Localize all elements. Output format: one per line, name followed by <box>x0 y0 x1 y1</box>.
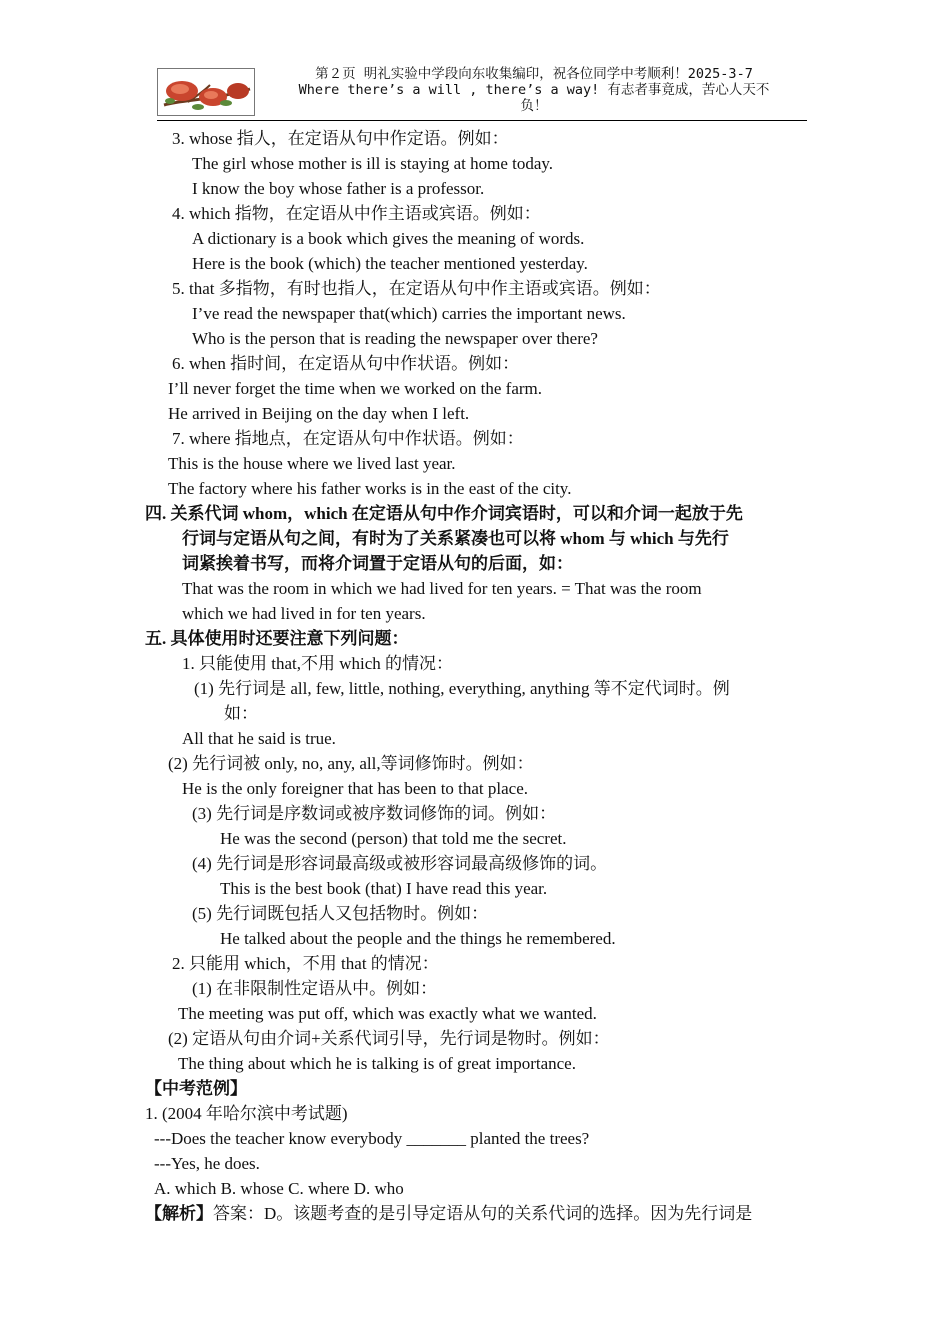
example-line: He arrived in Beijing on the day when I left. <box>168 404 470 423</box>
analysis-text: 答案：D。该题考查的是引导定语从句的关系代词的选择。因为先行词是 <box>213 1204 753 1223</box>
question-text: ---Does the teacher know everybody _______ planted the trees? <box>154 1129 590 1148</box>
item-where-heading: 7. where 指地点，在定语从句中作状语。例如： <box>172 429 524 448</box>
question-number: 1. (2004 年哈尔滨中考试题) <box>145 1104 348 1123</box>
item-whose-heading: 3. whose 指人，在定语从句中作定语。例如： <box>172 129 509 148</box>
example-line: He talked about the people and the things he remembered. <box>220 929 616 948</box>
example-line: Here is the book (which) the teacher mentioned yesterday. <box>192 254 588 273</box>
header-line-3: 负！ <box>520 98 548 114</box>
example-line: I’ve read the newspaper that(which) carries the important news. <box>192 304 626 323</box>
example-line: The thing about which he is talking is of great importance. <box>178 1054 576 1073</box>
exam-examples-heading: 【中考范例】 <box>145 1079 247 1098</box>
example-line: This is the house where we lived last year. <box>168 454 456 473</box>
item-that-heading: 5. that 多指物，有时也指人，在定语从句中作主语或宾语。例如： <box>172 279 661 298</box>
example-line: The factory where his father works is in the east of the city. <box>168 479 572 498</box>
flower-logo-icon <box>157 68 255 116</box>
subsection-heading: 1. 只能使用 that,不用 which 的情况： <box>182 654 454 673</box>
rule-line: (2) 先行词被 only, no, any, all,等词修饰时。例如： <box>168 754 534 773</box>
question-options: A. which B. whose C. where D. who <box>154 1179 404 1198</box>
example-line: Who is the person that is reading the newspaper over there? <box>192 329 598 348</box>
rule-line: (1) 在非限制性定语从中。例如： <box>192 979 438 998</box>
example-line: That was the room in which we had lived for ten years. = That was the room <box>182 579 702 598</box>
rule-line: (5) 先行词既包括人又包括物时。例如： <box>192 904 489 923</box>
example-line: This is the best book (that) I have read this year. <box>220 879 548 898</box>
analysis-line <box>145 1201 752 1226</box>
rule-line: (1) 先行词是 all, few, little, nothing, everything, anything 等不定代词时。例 <box>194 679 730 698</box>
item-which-heading: 4. which 指物，在定语从中作主语或宾语。例如： <box>172 204 541 223</box>
subsection-heading: 2. 只能用 which，不用 that 的情况： <box>172 954 439 973</box>
rule-line: (4) 先行词是形容词最高级或被形容词最高级修饰的词。 <box>192 854 608 873</box>
example-line: He is the only foreigner that has been to that place. <box>182 779 529 798</box>
section-four-heading-cont: 词紧挨着书写，而将介词置于定语从句的后面，如： <box>182 554 573 573</box>
example-line: which we had lived in for ten years. <box>182 604 426 623</box>
rule-line: (3) 先行词是序数词或被序数词修饰的词。例如： <box>192 804 557 823</box>
example-line: I know the boy whose father is a professor. <box>192 179 485 198</box>
section-four-heading-cont: 行词与定语从句之间，有时为了关系紧凑也可以将 whom 与 which 与先行 <box>182 529 729 548</box>
rule-line: (2) 定语从句由介词+关系代词引导，先行词是物时。例如： <box>168 1029 610 1048</box>
analysis-label: 【解析】 <box>145 1204 213 1223</box>
header-line-2: Where there’s a will , there’s a way! 有志者事竟成，苦心人天不 <box>298 82 770 98</box>
rule-line-cont: 如： <box>224 704 258 723</box>
header-text <box>261 66 807 114</box>
answer-text: ---Yes, he does. <box>154 1154 260 1173</box>
item-when-heading: 6. when 指时间，在定语从句中作状语。例如： <box>172 354 520 373</box>
example-line: A dictionary is a book which gives the meaning of words. <box>192 229 585 248</box>
example-line: The meeting was put off, which was exactly what we wanted. <box>178 1004 597 1023</box>
section-four-heading: 四. 关系代词 whom，which 在定语从句中作介词宾语时，可以和介词一起放于先 <box>145 504 743 523</box>
example-line: All that he said is true. <box>182 729 336 748</box>
header-line-1: 第２页 明礼实验中学段向东收集编印，祝各位同学中考顺利！2025-3-7 <box>315 66 753 82</box>
example-line: He was the second (person) that told me the secret. <box>220 829 567 848</box>
example-line: The girl whose mother is ill is staying at home today. <box>192 154 554 173</box>
page-header <box>157 66 807 121</box>
example-line: I’ll never forget the time when we worked on the farm. <box>168 379 543 398</box>
section-five-heading: 五. 具体使用时还要注意下列问题： <box>145 629 409 648</box>
